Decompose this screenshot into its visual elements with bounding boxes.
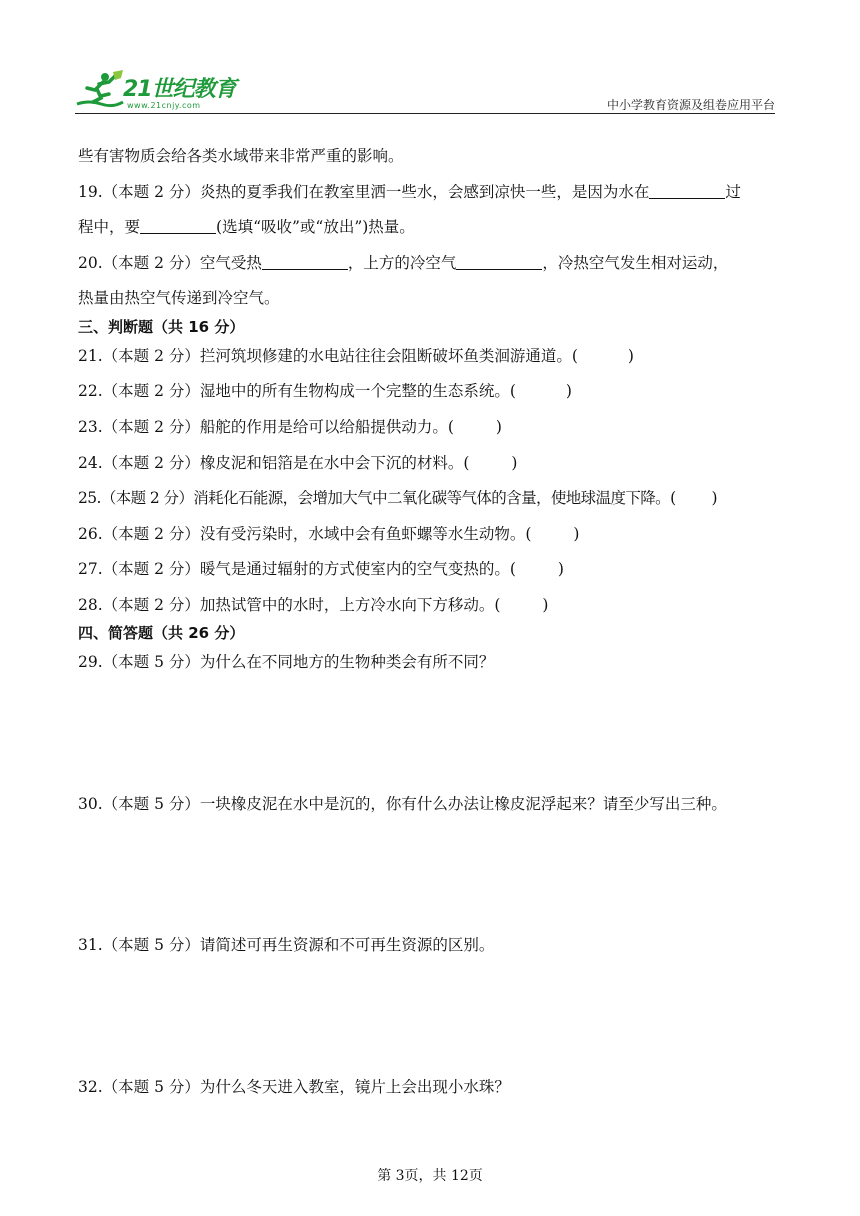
question-20-cont: 热量由热空气传递到冷空气。 <box>78 289 280 307</box>
question-19-cont: 程中，要 (选填“吸收”或“放出”)热量。 <box>78 218 415 236</box>
question-30: 30.（本题 5 分）一块橡皮泥在水中是沉的，你有什么办法让橡皮泥浮起来？请至少写出三种。 <box>78 795 727 813</box>
runner-logo-icon <box>75 70 125 110</box>
question-31: 31.（本题 5 分）请简述可再生资源和不可再生资源的区别。 <box>78 936 495 954</box>
page-number: 第 3页，共 12页 <box>377 1168 483 1184</box>
header-divider <box>75 113 775 114</box>
platform-name: 中小学教育资源及组卷应用平台 <box>606 98 775 112</box>
question-23: 23.（本题 2 分）船舵的作用是给可以给船提供动力。( ) <box>78 418 502 436</box>
question-21: 21.（本题 2 分）拦河筑坝修建的水电站往往会阻断破坏鱼类洄游通道。( ) <box>78 347 634 365</box>
question-32: 32.（本题 5 分）为什么冬天进入教室，镜片上会出现小水珠？ <box>78 1078 510 1096</box>
section-judgement: 三、判断题（共 16 分） <box>78 318 245 336</box>
answer-blank[interactable] <box>649 184 725 199</box>
question-22: 22.（本题 2 分）湿地中的所有生物构成一个完整的生态系统。( ) <box>78 382 572 400</box>
question-28: 28.（本题 2 分）加热试管中的水时，上方冷水向下方移动。( ) <box>78 596 549 614</box>
logo-url: www.21cnjy.com <box>127 101 201 110</box>
question-20: 20.（本题 2 分）空气受热 ，上方的冷空气 ，冷热空气发生相对运动， <box>78 254 729 272</box>
page-header <box>75 70 785 115</box>
question-19: 19.（本题 2 分）炎热的夏季我们在教室里洒一些水，会感到凉快一些，是因为水在 过 <box>78 183 741 201</box>
question-29: 29.（本题 5 分）为什么在不同地方的生物种类会有所不同？ <box>78 653 495 671</box>
answer-blank[interactable] <box>262 255 348 270</box>
question-26: 26.（本题 2 分）没有受污染时，水域中会有鱼虾螺等水生动物。( ) <box>78 525 580 543</box>
question-27: 27.（本题 2 分）暖气是通过辐射的方式使室内的空气变热的。( ) <box>78 560 564 578</box>
question-25: 25.（本题 2 分）消耗化石能源，会增加大气中二氧化碳等气体的含量，使地球温度下降。( ) <box>78 489 717 507</box>
logo-text: 21世纪教育 <box>123 77 236 102</box>
logo <box>75 70 245 114</box>
text-line: 些有害物质会给各类水域带来非常严重的影响。 <box>78 147 404 165</box>
answer-blank[interactable] <box>456 255 542 270</box>
question-24: 24.（本题 2 分）橡皮泥和铝箔是在水中会下沉的材料。( ) <box>78 454 518 472</box>
section-short-answer: 四、简答题（共 26 分） <box>78 624 245 642</box>
answer-blank[interactable] <box>140 219 216 234</box>
